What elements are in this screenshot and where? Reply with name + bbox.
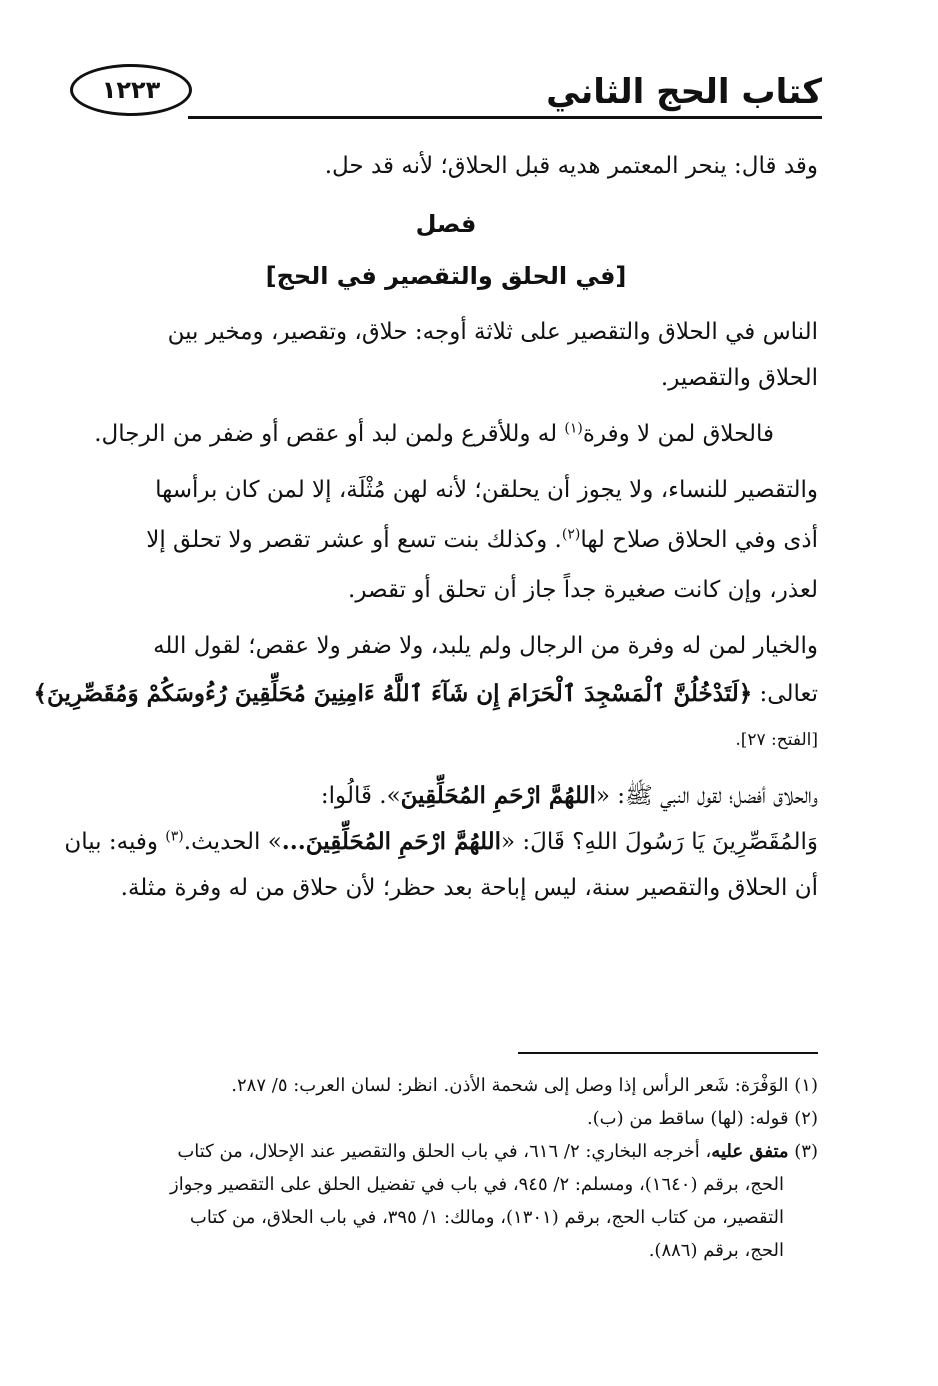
paragraph-1-line-2: الحلاق والتقصير. xyxy=(660,365,818,391)
footnotes xyxy=(74,1070,818,1268)
main-text xyxy=(33,148,818,906)
paragraph-5-text-a: والحلاق أفضل؛ لقول النبي ﷺ: « xyxy=(595,783,818,809)
paragraph-3-text-a: أذى وفي الحلاق صلاح لها xyxy=(580,527,818,553)
footnote-ref-1: (١) xyxy=(564,420,583,437)
paragraph-3-line-3: لعذر، وإن كانت صغيرة جداً جاز أن تحلق أو تقصر. xyxy=(348,577,818,603)
paragraph-5-line-3: أن الحلاق والتقصير سنة، ليس إباحة بعد حظر؛ لأن حلاق من له وفرة مثلة. xyxy=(120,875,818,901)
footnote-3-number: (٣) xyxy=(788,1141,818,1162)
quran-verse: ﴿لَتَدْخُلُنَّ ٱلْمَسْجِدَ ٱلْحَرَامَ إِن شَآءَ ٱللَّهُ ءَامِنِينَ مُحَلِّقِينَ رُءُوسَكُمْ وَمُقَصِّرِينَ﴾ xyxy=(33,680,753,707)
paragraph-5-line-2 xyxy=(64,824,818,860)
paragraph-4-line-2 xyxy=(33,676,818,712)
page-number: ١٢٢٣ xyxy=(70,64,192,116)
paragraph-4-line-1: والخيار لمن له وفرة من الرجال ولم يلبد، ولا ضفر ولا عقص؛ لقول الله xyxy=(153,633,818,659)
paragraph-2 xyxy=(74,416,818,452)
footnote-2: (٢) قوله: (لها) ساقط من (ب). xyxy=(586,1108,818,1129)
paragraph-5-line-1 xyxy=(74,778,818,814)
paragraph-5-text-c: وَالمُقَصِّرِينَ يَا رَسُولَ اللهِ؟ قَالَ: « xyxy=(500,829,818,855)
paragraph-4-text-a: تعالى: xyxy=(752,681,818,707)
header-rule xyxy=(188,116,822,119)
footnote-ref-3: (٣) xyxy=(165,828,184,845)
paragraph-3-line-1: والتقصير للنساء، ولا يجوز أن يحلقن؛ لأنه لهن مُثْلَة، إلا لمن كان برأسها xyxy=(155,477,818,503)
text-line: وقد قال: ينحر المعتمر هديه قبل الحلاق؛ لأنه قد حل. xyxy=(324,153,818,179)
book-title: كتاب الحج الثاني xyxy=(546,72,822,112)
footnote-1: (١) الوَفْرَة: شَعر الرأس إذا وصل إلى شحمة الأذن. انظر: لسان العرب: ٥/ ٢٨٧. xyxy=(231,1075,818,1096)
paragraph-5-text-e: وفيه: بيان xyxy=(64,829,166,855)
paragraph-2-text-b: له وللأقرع ولمن لبد أو عقص أو ضفر من الرجال. xyxy=(94,421,565,447)
footnote-3-text: ، أخرجه البخاري: ٢/ ٦١٦، في باب الحلق والتقصير عند الإحلال، من كتاب xyxy=(177,1141,712,1162)
footnote-3-line-1 xyxy=(74,1136,818,1167)
footnote-3-bold: متفق عليه xyxy=(711,1141,789,1162)
hadith-quote-2: اللهُمَّ ارْحَمِ المُحَلِّقِينَ... xyxy=(281,828,501,855)
section-heading: فصل xyxy=(415,210,477,238)
footnote-3-line-4: الحج، برقم (٨٨٦). xyxy=(648,1240,784,1261)
page-header xyxy=(70,58,822,138)
section-subheading: [في الحلق والتقصير في الحج] xyxy=(265,262,627,290)
paragraph-1-line-1: الناس في الحلاق والتقصير على ثلاثة أوجه: حلاق، وتقصير، ومخير بين xyxy=(167,319,818,345)
paragraph-5-text-b: ». قَالُوا: xyxy=(320,783,401,809)
footnote-ref-2: (٢) xyxy=(561,526,581,543)
paragraph-3-text-b: . وكذلك بنت تسع أو عشر تقصر ولا تحلق إلا xyxy=(146,527,562,553)
footnote-3-line-2: الحج، برقم (١٦٤٠)، ومسلم: ٢/ ٩٤٥، في باب في تفضيل الحلق على التقصير وجواز xyxy=(170,1174,784,1195)
paragraph-5-text-d: » الحديث. xyxy=(183,829,282,855)
footnote-3-line-3: التقصير، من كتاب الحج، برقم (١٣٠١)، ومالك: ١/ ٣٩٥، في باب الحلاق، من كتاب xyxy=(189,1207,784,1228)
paragraph-2-text-a: فالحلاق لمن لا وفرة xyxy=(582,421,774,447)
paragraph-3-line-2 xyxy=(74,522,818,558)
footnote-separator xyxy=(518,1052,818,1054)
verse-reference: [الفتح: ٢٧]. xyxy=(735,730,818,750)
hadith-quote-1: اللهُمَّ ارْحَمِ المُحَلِّقِينَ xyxy=(400,782,596,809)
